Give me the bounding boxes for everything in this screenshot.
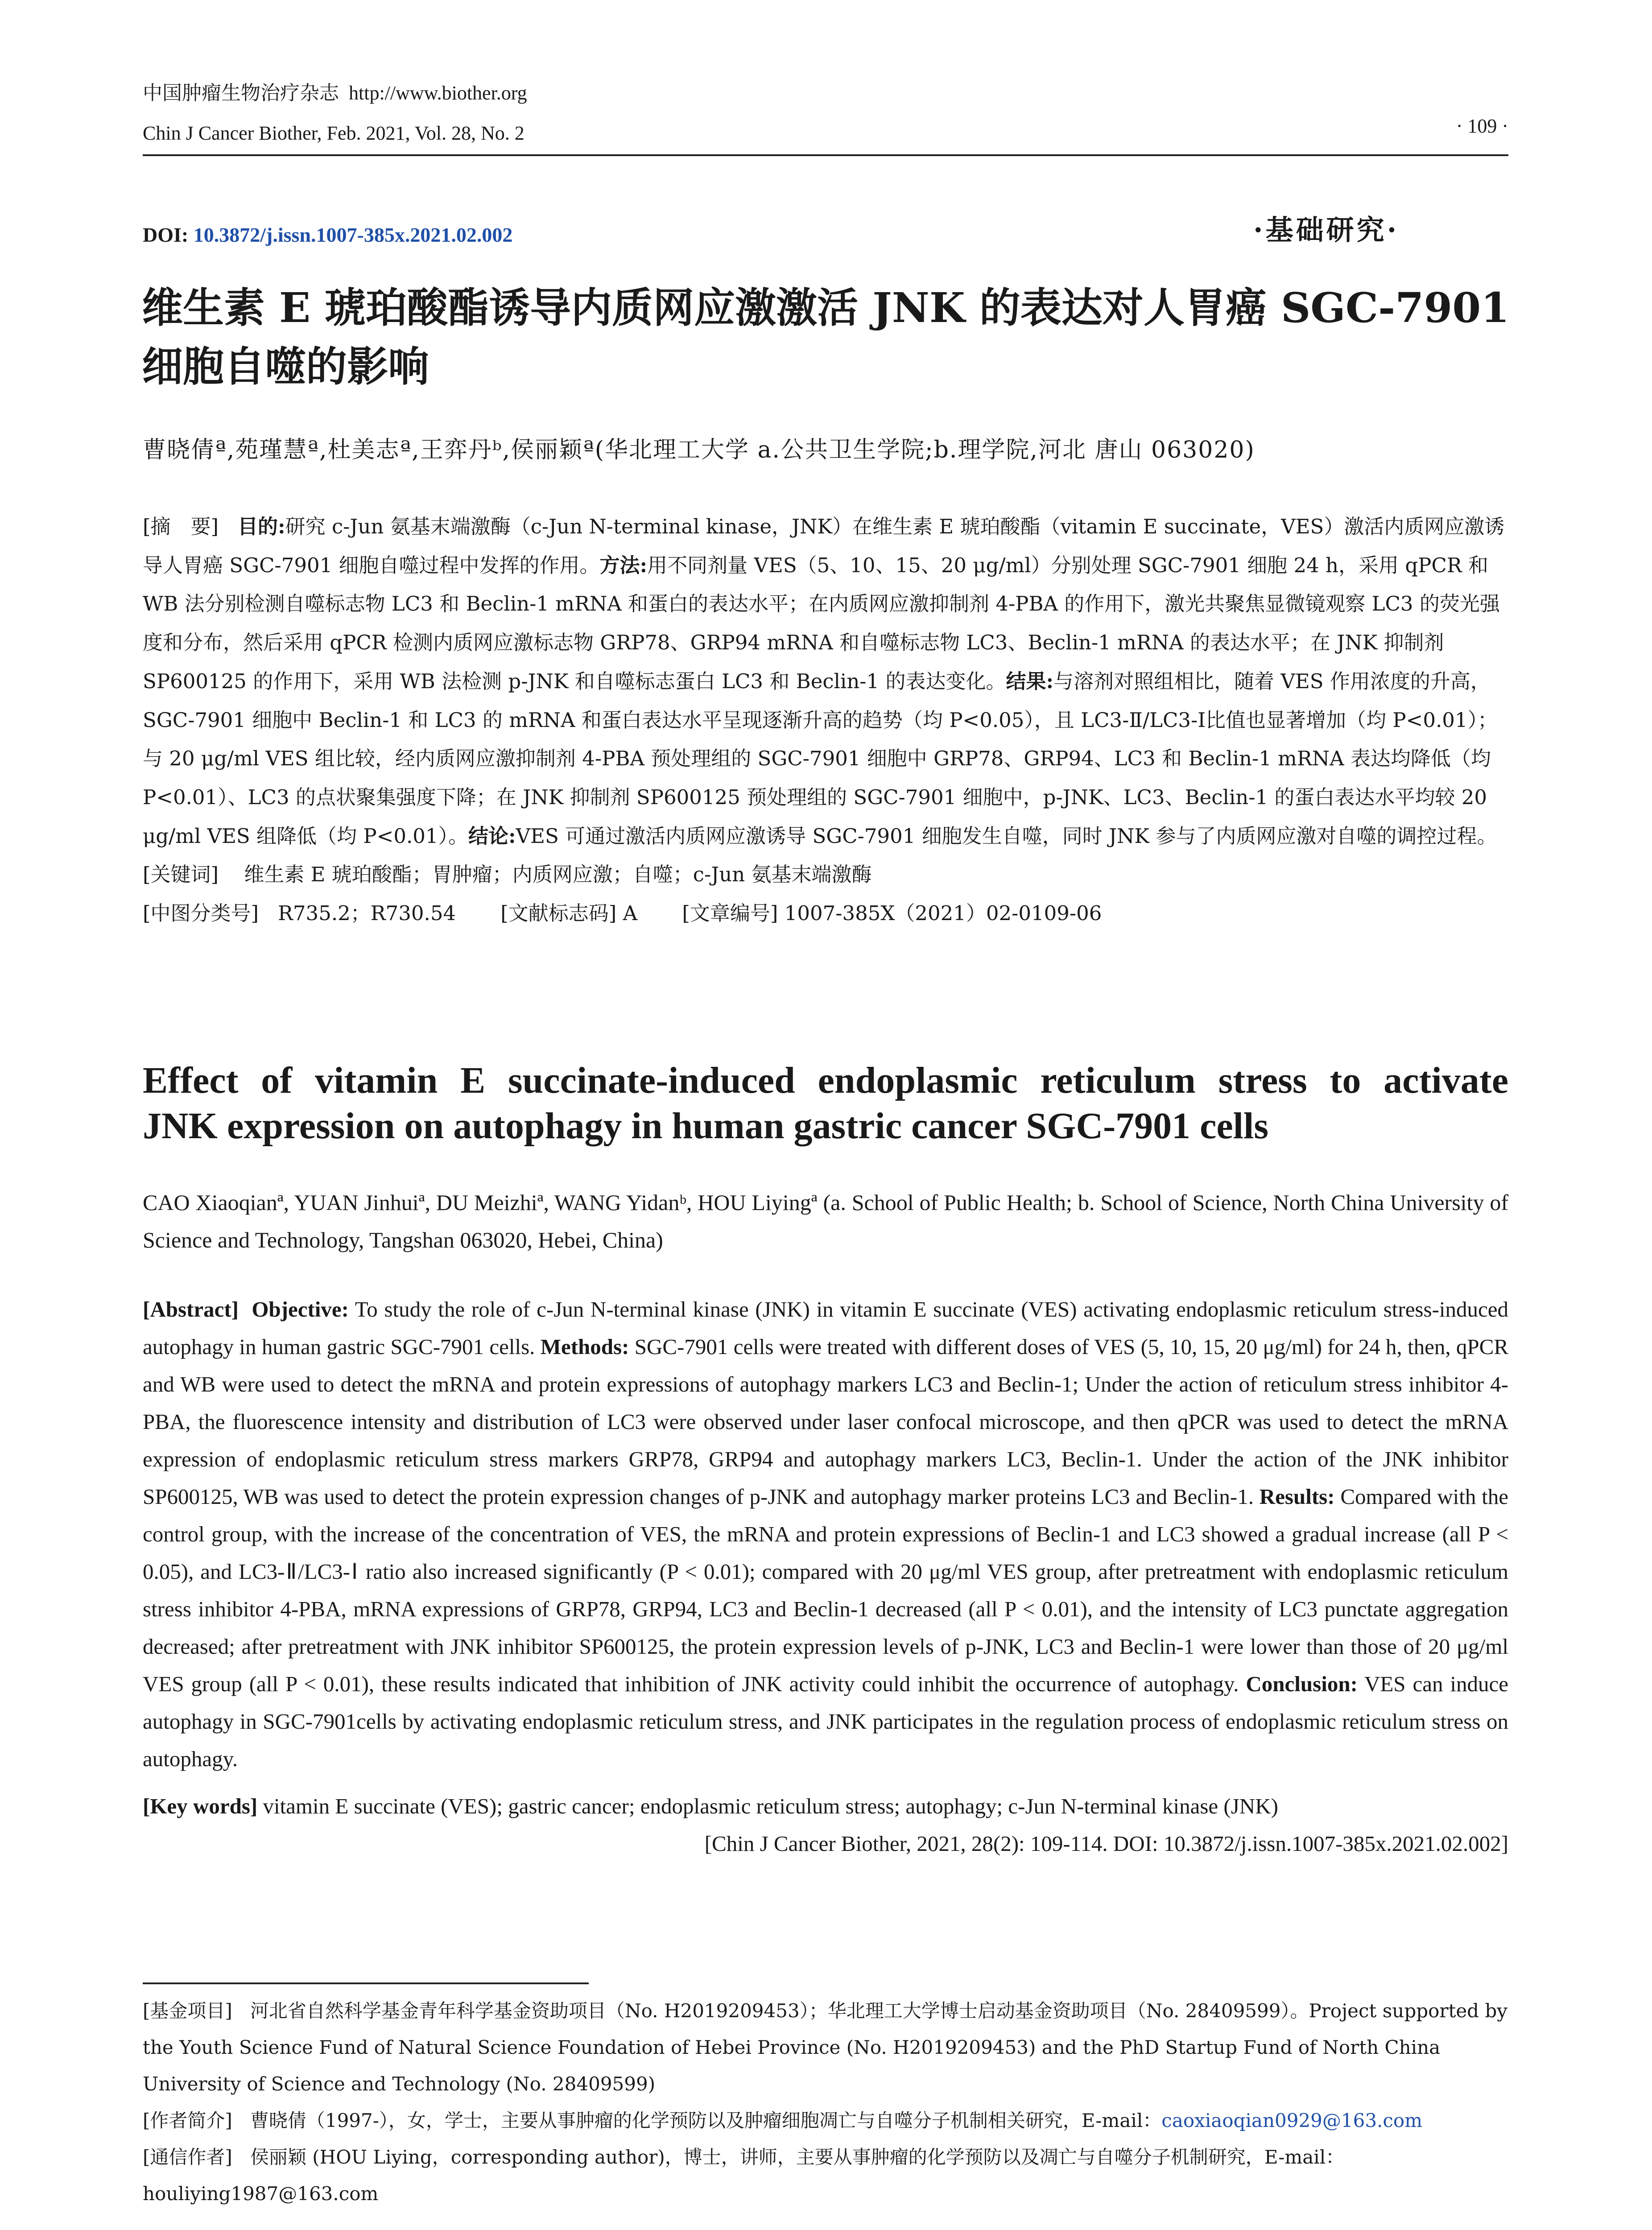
keywords-en-label: [Key words]: [143, 1794, 258, 1818]
header-rule: [143, 154, 1508, 156]
objective-cn-text: 研究 c-Jun 氨基末端激酶（c-Jun N-terminal kinase，JNK）在维生素 E 琥珀酸酯（vitamin E succinate，VES）激活内质网应激诱导人胃癌 SGC-7901 细胞自噬过程中发挥的作用。: [143, 515, 1505, 577]
fund-label: [基金项目]: [143, 2000, 232, 2022]
conclusion-cn-label: 结论:: [468, 824, 516, 848]
results-cn-label: 结果:: [1006, 669, 1054, 693]
classification-line: [143, 894, 1508, 933]
doi-link[interactable]: 10.3872/j.issn.1007-385x.2021.02.002: [193, 223, 513, 246]
fund-footnote: [143, 1993, 1508, 2102]
abstract-cn-label: [摘 要]: [143, 515, 219, 538]
results-en-text: Compared with the control group, with the increase of the concentration of VES, the mRNA and protein expressions of Beclin-1 and LC3 showed a gradual increase (all P < 0.05), and LC3-Ⅱ/LC3-Ⅰ ratio also increased significantly (P < 0.01); compared with 20 μg/ml VES group, after pretreatment with endoplasmic reticulum stress inhibitor 4-PBA, mRNA expressions of GRP78, GRP94, LC3 and Beclin-1 decreased (all P < 0.01), and the intensity of LC3 punctate aggregation decreased; after pretreatment with JNK inhibitor SP600125, the protein expression levels of p-JNK, LC3 and Beclin-1 were lower than those of 20 μg/ml VES group (all P < 0.01), these results indicated that inhibition of JNK activity could inhibit the occurrence of autophagy.: [143, 1484, 1508, 1696]
keywords-cn-text: 维生素 E 琥珀酸酯；胃肿瘤；内质网应激；自噬；c-Jun 氨基末端激酶: [244, 863, 872, 887]
conclusion-en-label: Conclusion:: [1246, 1672, 1358, 1696]
journal-url[interactable]: http://www.biother.org: [349, 82, 527, 104]
class-value: R735.2；R730.54: [278, 901, 456, 925]
abstract-en: [143, 1291, 1508, 1862]
doi-line: [143, 223, 512, 247]
keywords-cn-label: [关键词]: [143, 863, 219, 887]
title-cn: [142, 278, 1516, 396]
title-en: [143, 1058, 1508, 1149]
doc-code-label: [文献标志码]: [500, 901, 617, 925]
keywords-cn-line: [143, 855, 1508, 894]
title-cn-line-1: 维生素 E 琥珀酸酯诱导内质网应激激活 JNK 的表达对人胃癌 SGC-7901: [142, 284, 1510, 332]
author-bio-text: 曹晓倩（1997-），女，学士，主要从事肿瘤的化学预防以及肿瘤细胞凋亡与自噬分子机制相关研究，E-mail：: [250, 2110, 1162, 2131]
results-en-label: Results:: [1259, 1484, 1335, 1509]
authors-en: CAO Xiaoqianª, YUAN Jinhuiª, DU Meizhiª, WANG Yidanᵇ, HOU Liyingª (a. School of Public Health; b. School of Science, North China University of Science and Technology, Tangshan 063020, Hebei, China): [143, 1190, 1508, 1252]
title-cn-line-2: 细胞自噬的影响: [142, 343, 430, 391]
methods-cn-text: 用不同剂量 VES（5、10、15、20 μg/ml）分别处理 SGC-7901 细胞 24 h，采用 qPCR 和 WB 法分别检测自噬标志物 LC3 和 Beclin-1 mRNA 和蛋白的表达水平；在内质网应激抑制剂 4-PBA 的作用下，激光共聚焦显微镜观察 LC3 的荧光强度和分布，然后采用 qPCR 检测内质网应激标志物 GRP78、GRP94 mRNA 和自噬标志物 LC3、Beclin-1 mRNA 的表达水平；在 JNK 抑制剂 SP600125 的作用下，采用 WB 法检测 p-JNK 和自噬标志蛋白 LC3 和 Beclin-1 的表达变化。: [143, 553, 1500, 693]
corresponding-text: 侯丽颖 (HOU Liying，corresponding author)，博士，讲师，主要从事肿瘤的化学预防以及凋亡与自噬分子机制研究，E-mail：houliying1987@163.com: [143, 2146, 1345, 2205]
journal-citation-line: Chin J Cancer Biother, Feb. 2021, Vol. 28, No. 2: [143, 122, 525, 144]
conclusion-en-text: VES can induce autophagy in SGC-7901cells by activating endoplasmic reticulum stress, and JNK participates in the regulation process of endoplasmic reticulum stress on autophagy.: [143, 1672, 1508, 1771]
methods-en-label: Methods:: [540, 1334, 629, 1359]
methods-en-text: SGC-7901 cells were treated with different doses of VES (5, 10, 15, 20 μg/ml) for 24 h, then, qPCR and WB were used to detect the mRNA and protein expressions of autophagy markers LC3 and Beclin-1; Under the action of reticulum stress inhibitor 4-PBA, the fluorescence intensity and distribution of LC3 were observed under laser confocal microscope, and then qPCR was used to detect the mRNA expression of endoplasmic reticulum stress markers GRP78, GRP94 and autophagy markers LC3, Beclin-1. Under the action of the JNK inhibitor SP600125, WB was used to detect the protein expression changes of p-JNK and autophagy marker proteins LC3 and Beclin-1.: [143, 1334, 1509, 1509]
corresponding-label: [通信作者]: [143, 2146, 232, 2168]
footnotes: [143, 1993, 1508, 2212]
article-no-value: 1007-385X（2021）02-0109-06: [784, 901, 1102, 925]
author-footnote: [143, 2102, 1508, 2139]
title-en-line-2: JNK expression on autophagy in human gastric cancer SGC-7901 cells: [143, 1105, 1269, 1147]
methods-cn-label: 方法:: [599, 553, 648, 577]
author-bio-label: [作者简介]: [143, 2110, 232, 2131]
results-cn-text: 与溶剂对照组相比，随着 VES 作用浓度的升高，SGC-7901 细胞中 Beclin-1 和 LC3 的 mRNA 和蛋白表达水平呈现逐渐升高的趋势（均 P<0.05），且 LC3-Ⅱ/LC3-Ⅰ比值也显著增加（均 P<0.01）；与 20 μg/ml VES 组比较，经内质网应激抑制剂 4-PBA 预处理组的 SGC-7901 细胞中 GRP78、GRP94、LC3 和 Beclin-1 mRNA 表达均降低（均 P<0.01）、LC3 的点状聚集强度下降；在 JNK 抑制剂 SP600125 预处理组的 SGC-7901 细胞中，p-JNK、LC3、Beclin-1 的蛋白表达水平均较 20 μg/ml VES 组降低（均 P<0.01）。: [143, 669, 1498, 848]
doi-label: DOI:: [143, 223, 189, 246]
abstract-cn-body: [143, 508, 1508, 855]
abstract-cn: [143, 508, 1508, 933]
journal-name-cn: 中国肿瘤生物治疗杂志: [143, 82, 339, 104]
conclusion-cn-text: VES 可通过激活内质网应激诱导 SGC-7901 细胞发生自噬，同时 JNK 参与了内质网应激对自噬的调控过程。: [516, 824, 1497, 848]
page-number: · 109 ·: [1456, 115, 1508, 137]
column-label: ·基础研究·: [1253, 214, 1400, 246]
author-email-link[interactable]: caoxiaoqian0929@163.com: [1161, 2110, 1423, 2131]
running-header-journal: [143, 79, 527, 107]
objective-en-label: Objective:: [252, 1297, 349, 1321]
abstract-en-body: [143, 1291, 1508, 1778]
objective-cn-label: 目的:: [238, 515, 285, 538]
title-en-line-1: Effect of vitamin E succinate-induced endoplasmic reticulum stress to activate: [143, 1060, 1508, 1101]
keywords-en-text: vitamin E succinate (VES); gastric cancer; endoplasmic reticulum stress; autophagy; c-Jun N-terminal kinase (JNK): [263, 1794, 1278, 1818]
keywords-en-line: [143, 1788, 1508, 1825]
abstract-en-label: [Abstract]: [143, 1297, 239, 1321]
article-no-label: [文章编号]: [682, 901, 778, 925]
footnote-rule: [143, 1982, 589, 1984]
class-label: [中图分类号]: [143, 901, 259, 925]
corresponding-footnote: [143, 2139, 1508, 2212]
authors-cn: 曹晓倩ª,苑瑾慧ª,杜美志ª,王弈丹ᵇ,侯丽颖ª(华北理工大学 a.公共卫生学院;b.理学院,河北 唐山 063020): [143, 437, 1255, 463]
fund-text: 河北省自然科学基金青年科学基金资助项目（No. H2019209453）；华北理工大学博士启动基金资助项目（No. 28409599）。Project supported by the Youth Science Fund of Natural Science Foundation of Hebei Province (No. H2019209453) and the PhD Startup Fund of North China University of Science and Technology (No. 28409599): [143, 2000, 1508, 2095]
objective-en-text: To study the role of c-Jun N-terminal kinase (JNK) in vitamin E succinate (VES) activating endoplasmic reticulum stress-induced autophagy in human gastric SGC-7901 cells.: [143, 1297, 1509, 1359]
citation-en: [Chin J Cancer Biother, 2021, 28(2): 109-114. DOI: 10.3872/j.issn.1007-385x.2021.02.002]: [704, 1831, 1508, 1856]
doc-code-value: A: [623, 901, 638, 925]
